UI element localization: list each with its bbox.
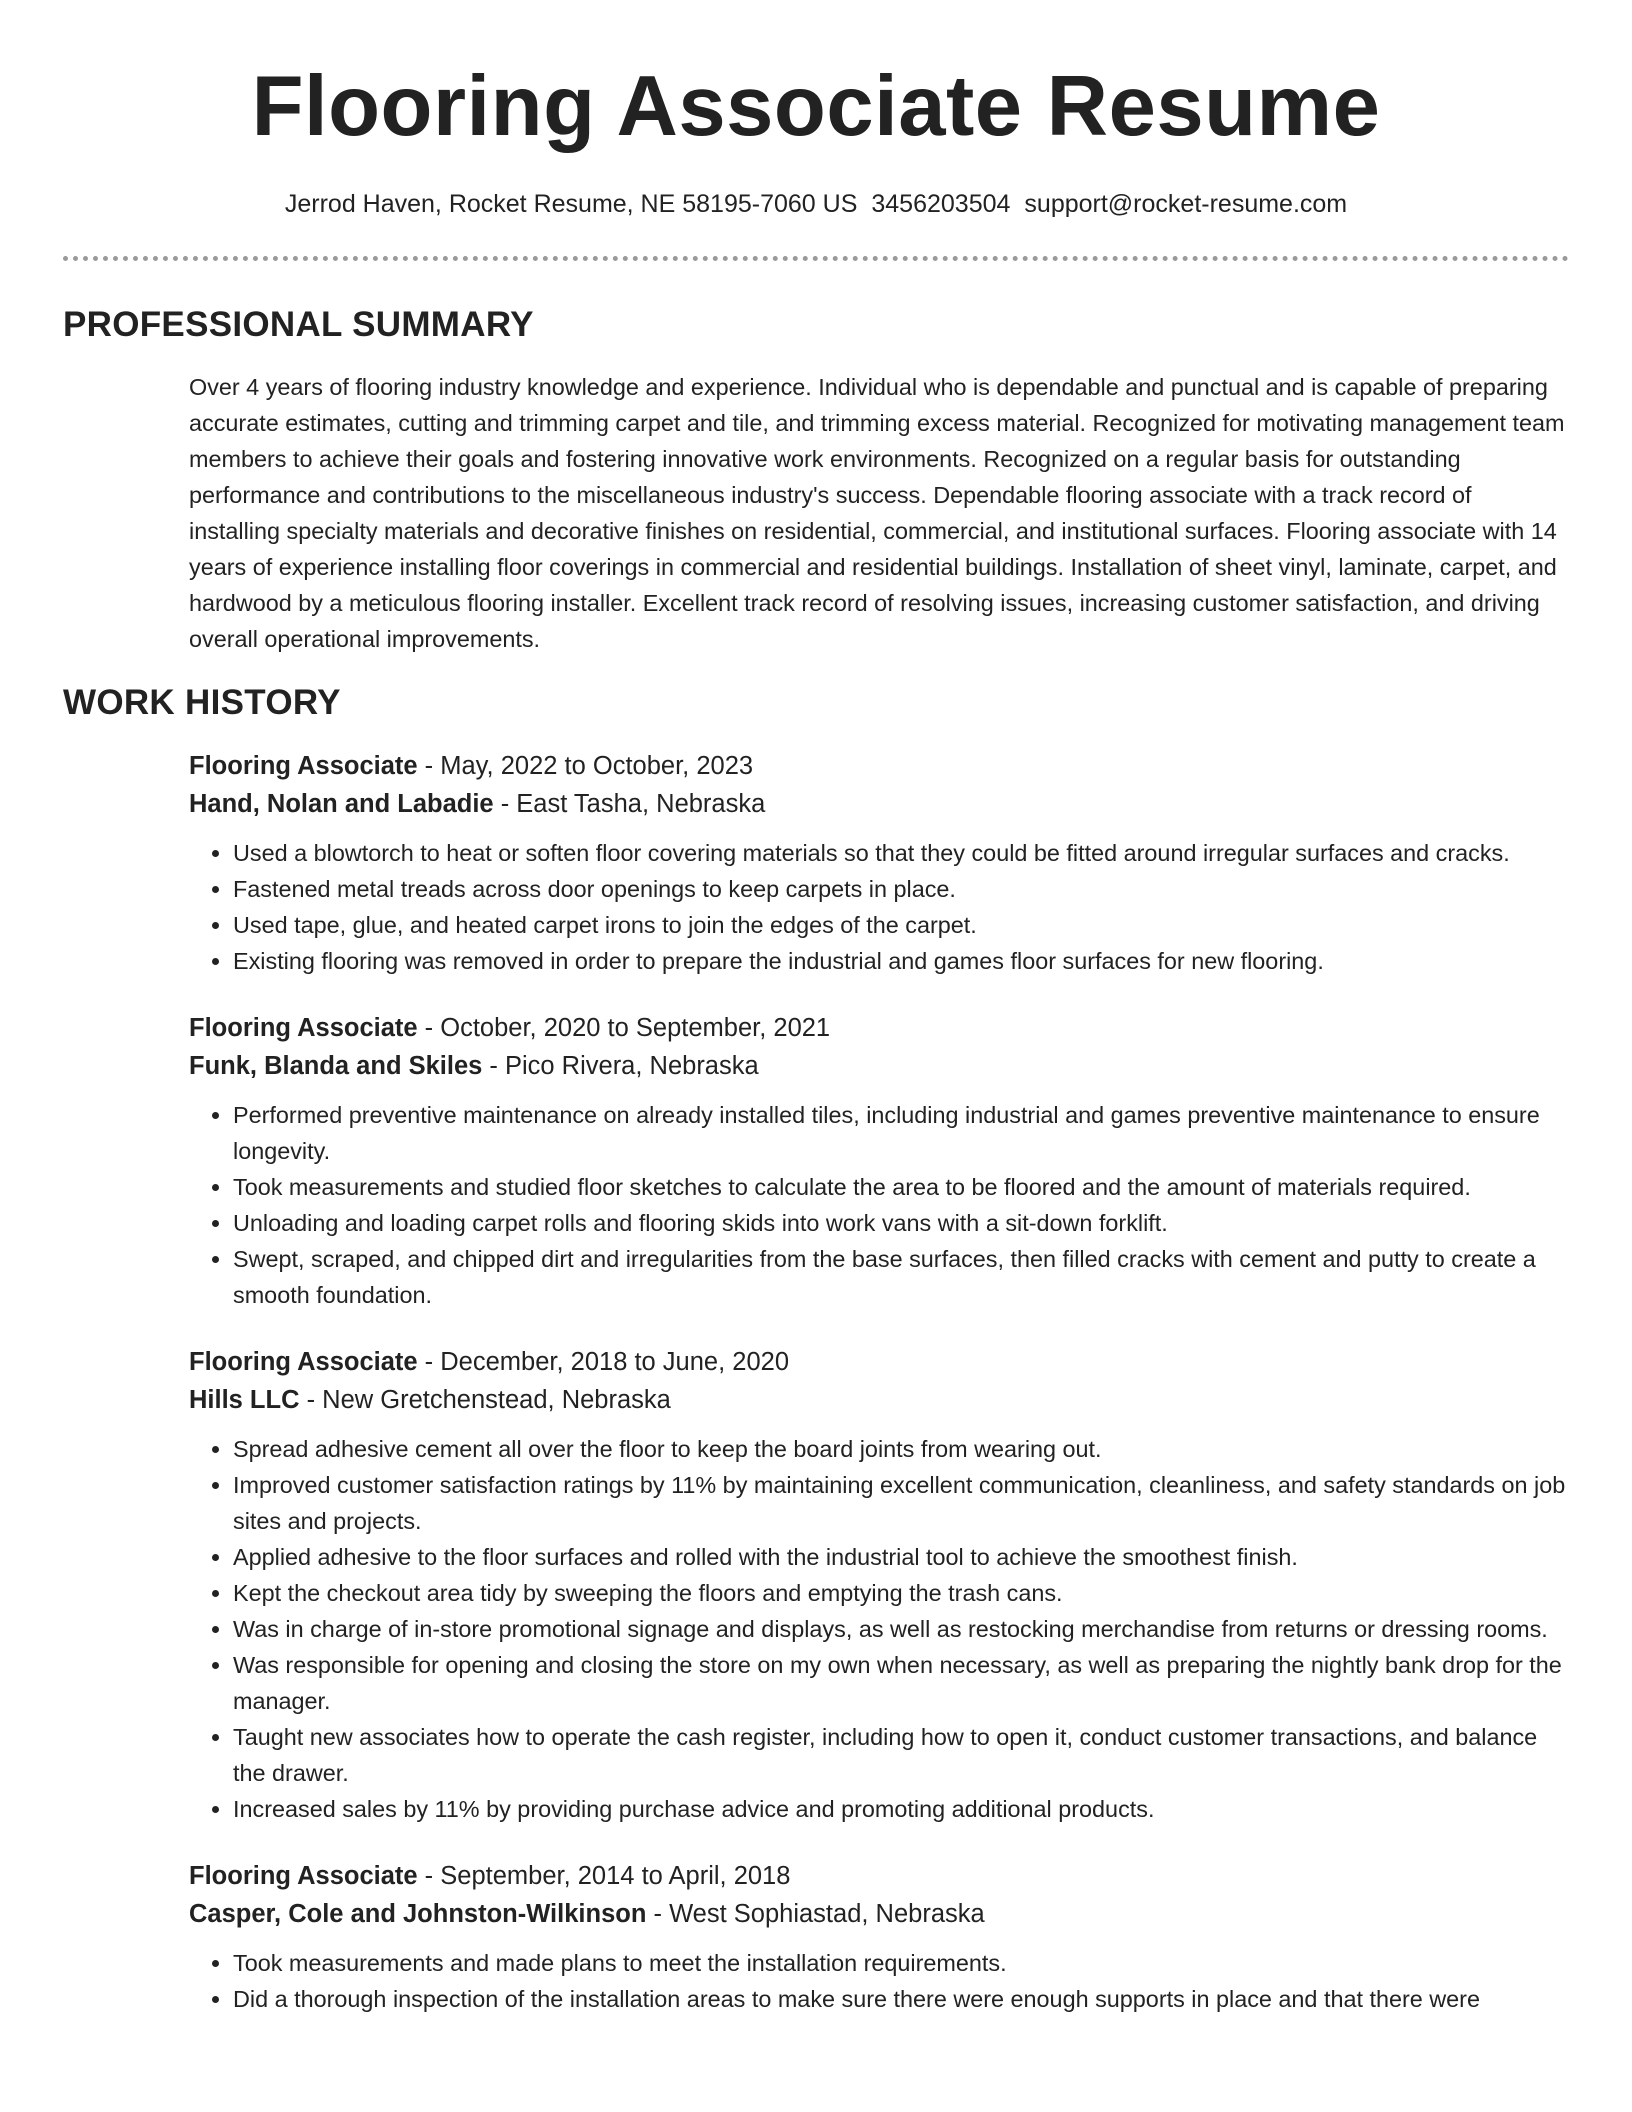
job-bullet: • Swept, scraped, and chipped dirt and irregularities from the base surfaces, then filled cracks with cement and putty to create a smooth foundation. — [233, 1241, 1569, 1313]
job-bullet: • Performed preventive maintenance on already installed tiles, including industrial and games preventive maintenance to ensure longevity. — [233, 1097, 1569, 1169]
job-company-line — [189, 1895, 1569, 1933]
job-bullet: • Was in charge of in-store promotional signage and displays, as well as restocking merchandise from returns or dressing rooms. — [233, 1611, 1569, 1647]
job-bullets — [189, 1945, 1569, 2017]
job-bullets — [189, 835, 1569, 979]
work-history-heading: WORK HISTORY — [63, 683, 341, 722]
job-dates: - May, 2022 to October, 2023 — [417, 752, 754, 780]
job-entry — [189, 747, 1569, 979]
job-bullet: • Used a blowtorch to heat or soften floor covering materials so that they could be fitted around irregular surfaces and cracks. — [233, 835, 1569, 871]
job-title: Flooring Associate — [189, 1014, 418, 1042]
job-bullet: • Existing flooring was removed in order to prepare the industrial and games floor surfaces for new flooring. — [233, 943, 1569, 979]
job-bullet: • Unloading and loading carpet rolls and flooring skids into work vans with a sit-down forklift. — [233, 1205, 1569, 1241]
job-dates: - October, 2020 to September, 2021 — [417, 1014, 831, 1042]
job-bullet: • Improved customer satisfaction ratings by 11% by maintaining excellent communication, cleanliness, and safety standards on job sites and projects. — [233, 1467, 1569, 1539]
summary-text: Over 4 years of flooring industry knowledge and experience. Individual who is dependable and punctual and is capable of preparing accurate estimates, cutting and trimming carpet and tile, and trimming excess material. Recognized for motivating management team members to achieve their goals and fostering innovative work environments. Recognized on a regular basis for outstanding performance and contributions to the miscellaneous industry's success. Dependable flooring associate with a track record of installing specialty materials and decorative finishes on residential, commercial, and institutional surfaces. Flooring associate with 14 years of experience installing floor coverings in commercial and residential buildings. Installation of sheet vinyl, laminate, carpet, and hardwood by a meticulous flooring installer. Excellent track record of resolving issues, increasing customer satisfaction, and driving overall operational improvements. — [189, 374, 1565, 652]
contact-address: Jerrod Haven, Rocket Resume, NE 58195-7060 US — [284, 190, 858, 218]
job-company-line — [189, 1381, 1569, 1419]
job-bullet: • Took measurements and made plans to meet the installation requirements. — [233, 1945, 1569, 1981]
job-bullets — [189, 1097, 1569, 1313]
job-dates: - December, 2018 to June, 2020 — [417, 1348, 789, 1376]
job-bullet: • Did a thorough inspection of the installation areas to make sure there were enough supports in place and that there were — [233, 1981, 1569, 2017]
job-location: - East Tasha, Nebraska — [493, 790, 766, 818]
job-dates: - September, 2014 to April, 2018 — [417, 1862, 791, 1890]
job-entry — [189, 1343, 1569, 1827]
job-company: Hills LLC — [189, 1386, 300, 1414]
job-title-line — [189, 1857, 1569, 1895]
job-company-line — [189, 785, 1569, 823]
job-bullet: • Spread adhesive cement all over the floor to keep the board joints from wearing out. — [233, 1431, 1569, 1467]
summary-heading: PROFESSIONAL SUMMARY — [63, 305, 534, 344]
job-bullet: • Took measurements and studied floor sketches to calculate the area to be floored and the amount of materials required. — [233, 1169, 1569, 1205]
job-bullet: • Kept the checkout area tidy by sweeping the floors and emptying the trash cans. — [233, 1575, 1569, 1611]
job-entry — [189, 1857, 1569, 2017]
job-location: - New Gretchenstead, Nebraska — [299, 1386, 671, 1414]
job-company-line — [189, 1047, 1569, 1085]
job-title-line — [189, 747, 1569, 785]
job-title: Flooring Associate — [189, 1862, 418, 1890]
job-entry — [189, 1009, 1569, 1313]
job-title-line — [189, 1009, 1569, 1047]
job-bullet: • Was responsible for opening and closing the store on my own when necessary, as well as preparing the nightly bank drop for the manager. — [233, 1647, 1569, 1719]
job-bullet: • Used tape, glue, and heated carpet irons to join the edges of the carpet. — [233, 907, 1569, 943]
header-divider — [63, 256, 1569, 261]
job-bullet: • Taught new associates how to operate the cash register, including how to open it, conduct customer transactions, and balance the drawer. — [233, 1719, 1569, 1791]
job-bullet: • Fastened metal treads across door openings to keep carpets in place. — [233, 871, 1569, 907]
job-bullet: • Increased sales by 11% by providing purchase advice and promoting additional products. — [233, 1791, 1569, 1827]
job-location: - Pico Rivera, Nebraska — [482, 1052, 759, 1080]
job-company: Funk, Blanda and Skiles — [189, 1052, 483, 1080]
contact-email: support@rocket-resume.com — [1024, 190, 1348, 218]
job-bullet: • Applied adhesive to the floor surfaces and rolled with the industrial tool to achieve the smoothest finish. — [233, 1539, 1569, 1575]
job-location: - West Sophiastad, Nebraska — [646, 1900, 985, 1928]
contact-phone: 3456203504 — [871, 190, 1011, 218]
contact-line — [63, 187, 1569, 221]
job-title: Flooring Associate — [189, 1348, 418, 1376]
resume-title: Flooring Associate Resume — [251, 59, 1381, 154]
job-title: Flooring Associate — [189, 752, 418, 780]
job-company: Casper, Cole and Johnston-Wilkinson — [189, 1900, 647, 1928]
job-bullets — [189, 1431, 1569, 1827]
job-title-line — [189, 1343, 1569, 1381]
job-company: Hand, Nolan and Labadie — [189, 790, 494, 818]
